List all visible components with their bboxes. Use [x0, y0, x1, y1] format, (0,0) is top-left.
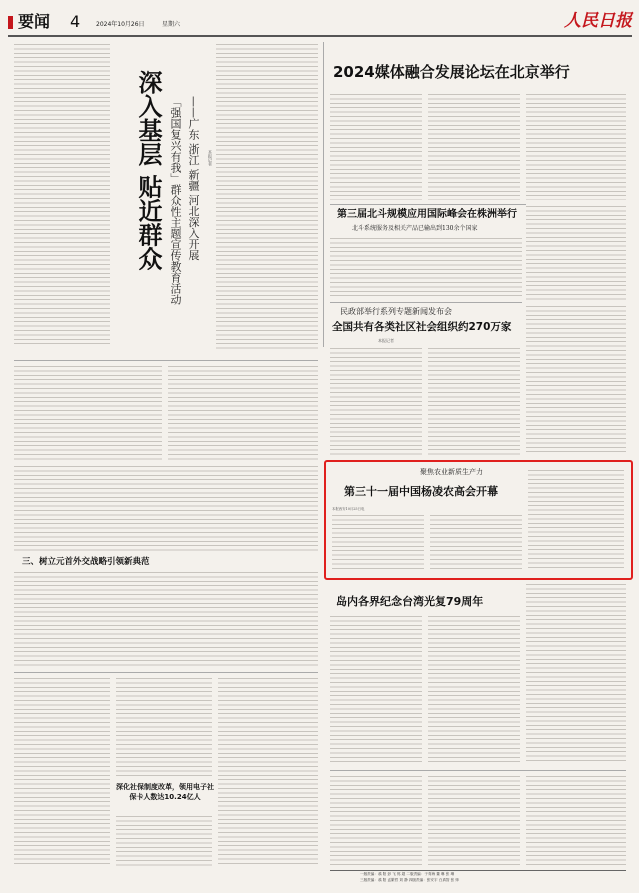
divider-main [323, 42, 324, 347]
beidou-title: 第三届北斗规模应用国际峰会在株洲举行 [337, 209, 517, 220]
yangling-kicker: 聚焦农业新质生产力 [420, 468, 483, 476]
issue-weekday: 星期六 [162, 21, 181, 28]
rule-left-mid [14, 360, 318, 361]
rule-beidou [330, 302, 522, 303]
paper-logo: 人民日报 [564, 11, 632, 31]
forum-body-col3 [526, 92, 626, 200]
lead-kicker: 「强国复兴有我」群众性主题宣传教育活动 [169, 96, 182, 305]
taiwan-body-col2 [428, 614, 520, 764]
minzheng-body-col3 [526, 304, 626, 454]
masthead [8, 12, 632, 34]
lead-body-col1 [14, 42, 110, 344]
bottom-right-col2 [428, 774, 520, 866]
yangling-body-col1 [332, 513, 424, 569]
section-three-title: 三、树立元首外交战略引领新典范 [22, 557, 150, 567]
lead-byline: 本报记者 [208, 150, 213, 166]
lead-subtitle: ——广东 浙江 新疆 河北深入开展 [187, 96, 200, 261]
bottom-right-col1 [330, 774, 422, 866]
article-body-col2 [168, 364, 318, 460]
minzheng-body-col1 [330, 346, 422, 458]
section-marker [8, 16, 13, 29]
taiwan-body-col1 [330, 614, 422, 764]
lead-body-col2 [216, 42, 318, 352]
issue-date: 2024年10月26日 [96, 21, 145, 28]
section-title: 要闻 [18, 12, 51, 31]
article-body-col1 [14, 364, 162, 460]
social-security-body [116, 814, 212, 866]
forum-body-col2 [428, 92, 520, 200]
footer-rule [330, 870, 626, 871]
article-body-wide [14, 464, 318, 552]
bottom-body-col1 [14, 676, 110, 866]
taiwan-title: 岛内各界纪念台湾光复79周年 [336, 595, 484, 608]
yangling-body-col2 [430, 513, 522, 569]
bottom-right-col3 [526, 774, 626, 866]
beidou-body [330, 236, 522, 298]
social-security-title: 深化社保制度改革，领用电子社保卡人数达10.24亿人 [116, 783, 214, 801]
minzheng-body-col2 [428, 346, 520, 458]
forum-body-col1 [330, 92, 422, 200]
beidou-subtitle: 北斗系统服务及相关产品已输出到130余个国家 [352, 225, 478, 232]
header-rule [8, 35, 632, 37]
footer-editors-2: 三版责编：翁 阳 孟繁哲 刘 静 四版责编：张安宇 白真智 张 帅 [360, 878, 459, 882]
forum-body-col3b [526, 204, 626, 300]
minzheng-kicker: 民政部举行系列专题新闻发布会 [340, 307, 452, 316]
minzheng-title: 全国共有各类社区社会组织约270万家 [332, 321, 512, 333]
bottom-body-col2 [116, 676, 212, 776]
yangling-body-col3 [528, 468, 624, 569]
footer-editors: 一版责编：翁 阳 彭 飞 郭 超 二版责编：于青海 董 琳 张 琳 [360, 872, 455, 876]
lead-main-title: 深入基层 贴近群众 [134, 70, 162, 271]
yangling-dateline: 本报西安10月25日电 [332, 507, 365, 511]
minzheng-byline: 本报记者 [378, 338, 394, 343]
yangling-title: 第三十一届中国杨凌农高会开幕 [344, 485, 498, 498]
taiwan-body-col3 [526, 582, 626, 764]
page-number: 4 [70, 12, 81, 31]
rule-bottom-left [14, 672, 318, 673]
rule-bottom-right [330, 770, 626, 771]
bottom-body-col3 [218, 676, 318, 866]
forum-title: 2024媒体融合发展论坛在北京举行 [333, 63, 570, 81]
section-three-body [14, 570, 318, 666]
